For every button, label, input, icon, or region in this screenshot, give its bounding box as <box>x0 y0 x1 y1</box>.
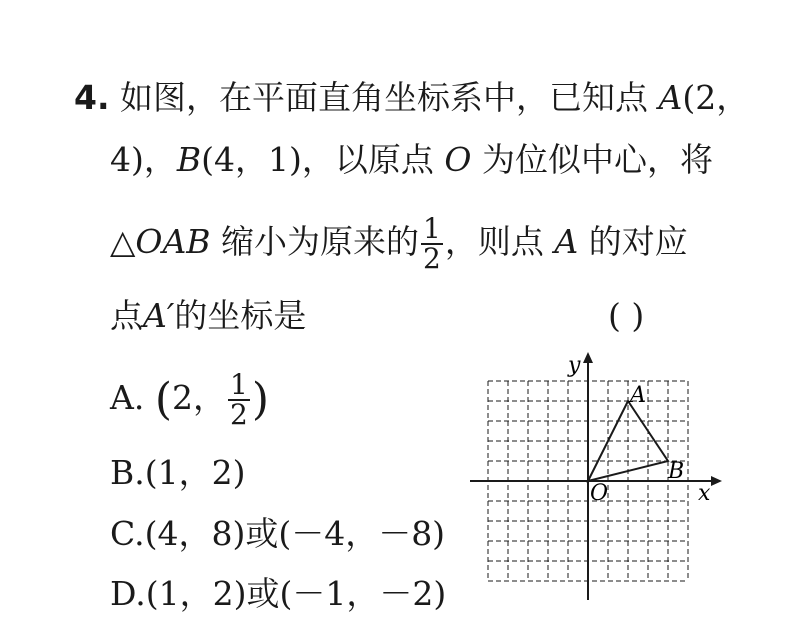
answer-blank[interactable]: ( ) <box>608 296 645 335</box>
option-b[interactable] <box>110 453 246 493</box>
question-text-1: 如图，在平面直角坐标系中，已知点 <box>120 78 648 117</box>
option-c-label: C. <box>110 514 145 553</box>
x-axis-arrow <box>711 476 722 486</box>
option-a-first: 2， <box>172 378 226 417</box>
question-line-2 <box>110 140 713 180</box>
option-c-text: (4，8)或(－4，－8) <box>144 514 446 553</box>
point-a-close: 4)， <box>110 140 177 179</box>
option-d-label: D. <box>110 574 146 613</box>
y-axis-label: y <box>568 353 581 378</box>
figure-point-a-label: A <box>630 383 646 408</box>
option-a-label: A. <box>110 378 145 417</box>
option-d-text: (1，2)或(－1，－2) <box>145 574 447 613</box>
x-axis-label: x <box>698 481 711 506</box>
point-b-coords: (4，1)，以原点 <box>201 140 434 179</box>
triangle-oab <box>588 401 668 481</box>
y-axis-arrow <box>583 352 593 363</box>
question-number: 4. <box>74 78 110 117</box>
point-a-label-2: A <box>554 222 579 261</box>
dashed-grid <box>488 381 688 581</box>
question-line-4 <box>110 296 306 336</box>
option-b-label: B. <box>110 453 145 492</box>
question-text-3b: ，则点 <box>444 222 544 261</box>
option-c[interactable] <box>110 514 445 554</box>
point-a-open: (2， <box>682 78 750 117</box>
figure-origin-label: O <box>590 481 609 506</box>
option-d[interactable] <box>110 574 446 614</box>
question-line-1 <box>74 78 749 118</box>
question-text-3c: 的对应 <box>588 222 688 261</box>
triangle-symbol: △ <box>110 222 136 261</box>
option-a-fraction: $\frac{1}{2}$ <box>230 368 248 431</box>
point-b-label: B <box>176 140 202 179</box>
question-text-4: 点 <box>110 296 143 335</box>
question-line-3 <box>110 212 688 275</box>
origin-label: O <box>444 140 472 179</box>
question-text-2: 为位似中心，将 <box>481 140 713 179</box>
question-text-3: 缩小为原来的 <box>221 222 420 261</box>
option-b-text: (1，2) <box>144 453 246 492</box>
figure-point-b-label: B <box>668 459 685 484</box>
question-text-4b: 的坐标是 <box>174 296 307 335</box>
option-a[interactable]: A. (2， $\frac{1}{2}$ ) <box>110 368 269 431</box>
point-a-prime: A′ <box>143 296 175 335</box>
point-a-label: A <box>658 78 683 117</box>
triangle-label: OAB <box>135 222 211 261</box>
fraction-half: $\frac{1}{2}$ <box>423 212 441 275</box>
